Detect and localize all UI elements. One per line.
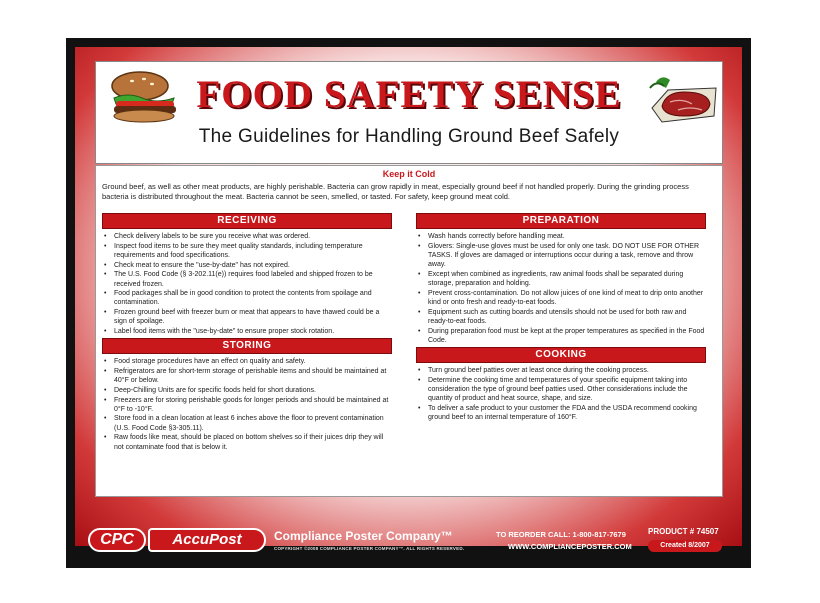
list-item: • Food packages shall be in good condition to protect the contents from spoilage and contamination. <box>114 289 392 307</box>
intro-text: Ground beef, as well as other meat products, are highly perishable. Bacteria can grow rapidly in meat, especially ground beef if not handled properly. During the grinding process bacteria is distributed throughout the meat. Bacteria cannot be seen, smelled, or tasted. For safety, keep ground meat cold. <box>102 182 689 201</box>
content-panel <box>95 165 723 497</box>
preparation-list <box>416 232 706 345</box>
list-item: • Refrigerators are for short-term storage of perishable items and should be maintained at 40°F or below. <box>114 367 392 385</box>
created-date-badge: Created 8/2007 <box>648 540 722 552</box>
list-item: • Determine the cooking time and temperatures of your specific equipment taking into consideration the type of ground beef patties used. Other considerations include the quantity of product and heat source, shape, and size. <box>428 376 706 404</box>
reorder-phone: TO REORDER CALL: 1-800-817-7679 <box>496 530 626 539</box>
list-item: • Inspect food items to be sure they meet quality standards, including temperature requirements and food specifications. <box>114 242 392 260</box>
accupost-logo: AccuPost <box>148 528 266 552</box>
list-item: • Store food in a clean location at least 6 inches above the floor to prevent contamination (U.S. Food Code §3-305.11). <box>114 414 392 432</box>
poster-subtitle: The Guidelines for Handling Ground Beef Safely <box>198 126 620 147</box>
storing-heading: STORING <box>102 338 392 354</box>
list-item: • Equipment such as cutting boards and utensils should not be used for both raw and ready-to-eat foods. <box>428 308 706 326</box>
cooking-heading: COOKING <box>416 347 706 363</box>
list-item: • Except when combined as ingredients, raw animal foods shall be separated during storage, preparation and holding. <box>428 270 706 288</box>
raw-steak-icon <box>648 68 720 128</box>
list-item: • Freezers are for storing perishable goods for longer periods and should be maintained at 0°F to -10°F. <box>114 396 392 414</box>
poster-footer <box>66 518 751 568</box>
list-item: • Label food items with the "use-by-date" to ensure proper stock rotation. <box>114 327 392 336</box>
list-item: • Glovers: Single-use gloves must be used for only one task. DO NOT USE FOR OTHER TASKS. If gloves are damaged or interruptions occur during a task, remove and throw away. <box>428 242 706 270</box>
storing-list <box>102 357 392 452</box>
list-item: • Check meat to ensure the "use-by-date" has not expired. <box>114 261 392 270</box>
left-column <box>102 211 392 452</box>
poster-title: FOOD SAFETY SENSE <box>196 73 622 116</box>
list-item: • Frozen ground beef with freezer burn or meat that appears to have thawed could be a sign of spoilage. <box>114 308 392 326</box>
website-link[interactable]: WWW.COMPLIANCEPOSTER.COM <box>508 542 632 551</box>
cpc-accupost-logo <box>88 528 268 552</box>
list-item: • Prevent cross-contamination. Do not allow juices of one kind of meat to drip onto another kind or onto fresh and ready-to-eat foods. <box>428 289 706 307</box>
product-number: PRODUCT # 74507 <box>648 527 719 536</box>
list-item: • The U.S. Food Code (§ 3-202.11(e)) requires food labeled and shipped frozen to be received frozen. <box>114 270 392 288</box>
receiving-list <box>102 232 392 336</box>
cpc-logo: CPC <box>88 528 146 552</box>
list-item: • Food storage procedures have an effect on quality and safety. <box>114 357 392 366</box>
preparation-heading: PREPARATION <box>416 213 706 229</box>
receiving-heading: RECEIVING <box>102 213 392 229</box>
copyright-notice: COPYRIGHT ©2008 COMPLIANCE POSTER COMPANY™. ALL RIGHTS RESERVED. <box>274 546 465 551</box>
list-item: • Deep-Chilling Units are for specific foods held for short durations. <box>114 386 392 395</box>
cooking-list <box>416 366 706 422</box>
list-item: • Turn ground beef patties over at least once during the cooking process. <box>428 366 706 375</box>
poster-frame <box>75 47 742 546</box>
company-name: Compliance Poster Company™ <box>274 529 453 543</box>
list-item: • During preparation food must be kept at the proper temperatures as specified in the Food Code. <box>428 327 706 345</box>
title-banner <box>95 61 723 164</box>
list-item: • To deliver a safe product to your customer the FDA and the USDA recommend cooking ground beef to an internal temperature of 160°F. <box>428 404 706 422</box>
list-item: • Check delivery labels to be sure you receive what was ordered. <box>114 232 392 241</box>
list-item: • Wash hands correctly before handling meat. <box>428 232 706 241</box>
intro-heading: Keep it Cold <box>382 169 436 179</box>
list-item: • Raw foods like meat, should be placed on bottom shelves so if their juices drip they will not contaminate food that is below it. <box>114 433 392 451</box>
poster <box>66 38 751 568</box>
right-column <box>416 211 706 423</box>
